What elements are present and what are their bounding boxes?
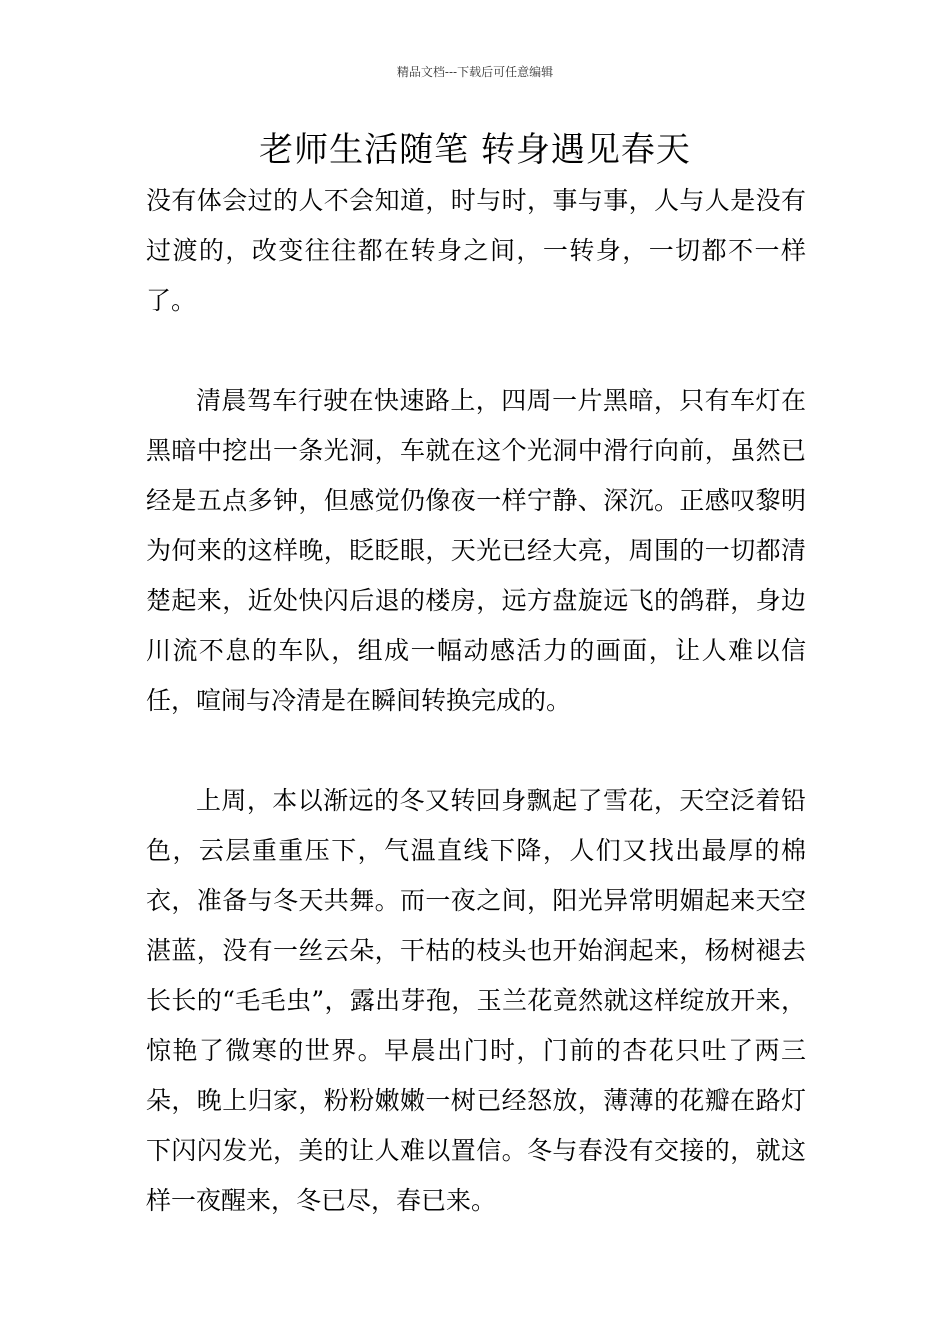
paragraph-1: 没有体会过的人不会知道，时与时，事与事，人与人是没有过渡的，改变往往都在转身之间，一转身，一切都不一样了。 — [146, 186, 806, 315]
paragraph-2: 清晨驾车行驶在快速路上，四周一片黑暗，只有车灯在黑暗中挖出一条光洞，车就在这个光洞中滑行向前，虽然已经是五点多钟，但感觉仍像夜一样宁静、深沉。正感叹黎明为何来的这样晚，眨眨眼，天光已经大亮，周围的一切都清楚起来，近处快闪后退的楼房，远方盘旋远飞的鸽群，身边川流不息的车队，组成一幅动感活力的画面，让人难以信任，喧闹与冷清是在瞬间转换完成的。 — [146, 386, 806, 715]
document-title: 老师生活随笔 转身遇见春天 — [259, 130, 691, 170]
paragraph-spacer — [146, 726, 806, 776]
document-body — [146, 176, 806, 1226]
paragraph-spacer — [146, 326, 806, 376]
paragraph-3: 上周，本以渐远的冬又转回身飘起了雪花，天空泛着铅色，云层重重压下，气温直线下降，人们又找出最厚的棉衣，准备与冬天共舞。而一夜之间，阳光异常明媚起来天空湛蓝，没有一丝云朵，干枯的枝头也开始润起来，杨树褪去长长的“毛毛虫”，露出芽孢，玉兰花竟然就这样绽放开来，惊艳了微寒的世界。早晨出门时，门前的杏花只吐了两三朵，晚上归家，粉粉嫩嫩一树已经怒放，薄薄的花瓣在路灯下闪闪发光，美的让人难以置信。冬与春没有交接的，就这样一夜醒来，冬已尽，春已来。 — [146, 786, 806, 1215]
page-header: 精品文档---下载后可任意编辑 — [396, 65, 554, 79]
